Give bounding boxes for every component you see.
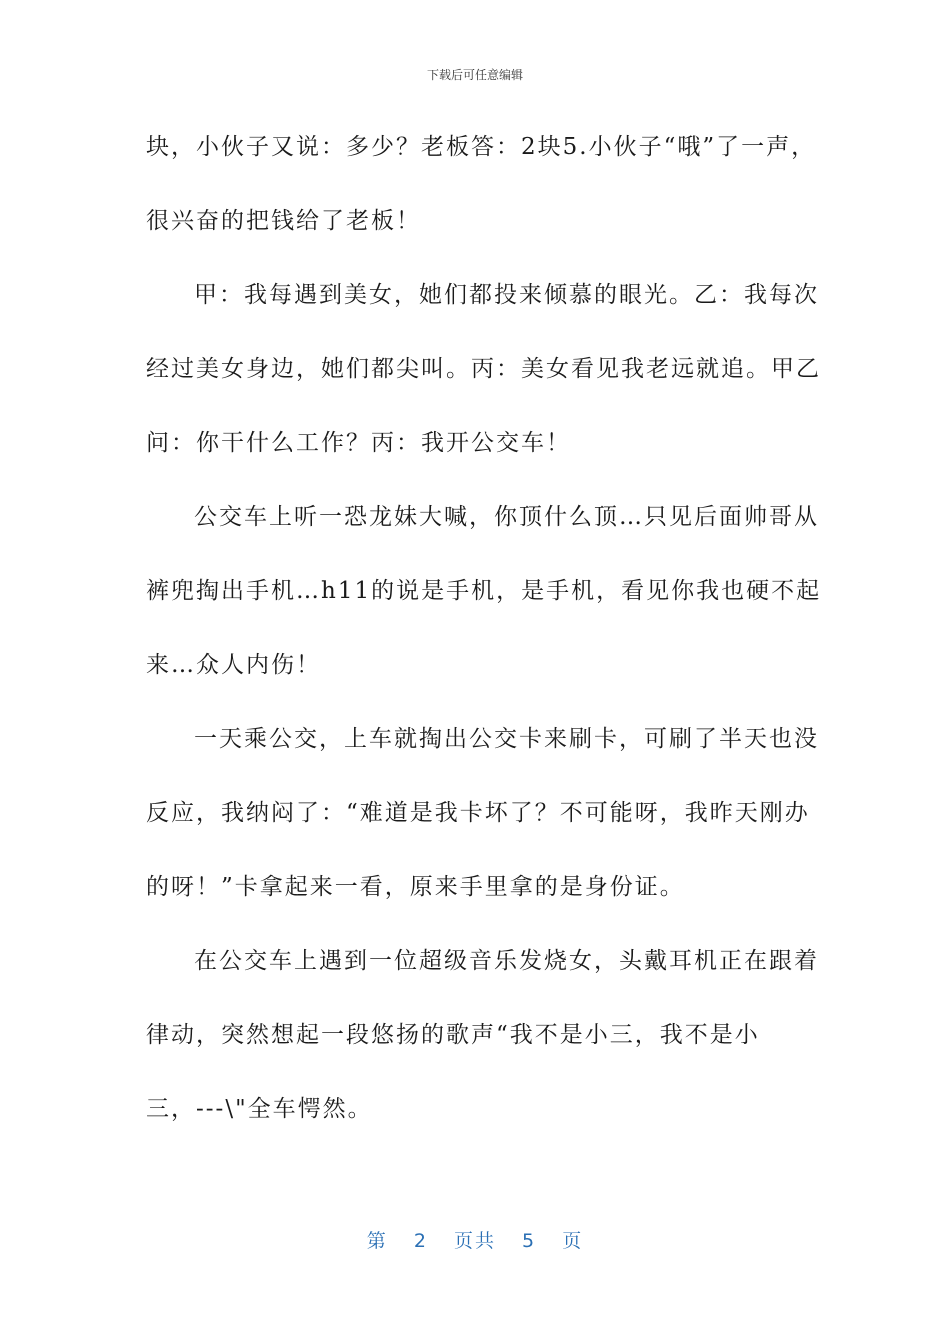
text-line: 律动，突然想起一段悠扬的歌声“我不是小三，我不是小 <box>146 1022 760 1048</box>
paragraph-start-line: 一天乘公交，上车就掏出公交卡来刷卡，可刷了半天也没 <box>194 726 819 752</box>
current-page-number: 2 <box>413 1230 428 1252</box>
paragraph-start-line: 公交车上听一恐龙妹大喊，你顶什么顶…只见后面帅哥从 <box>194 504 819 530</box>
footer-suffix: 页 <box>562 1230 584 1252</box>
page-header <box>0 66 950 83</box>
text-line: 来…众人内伤！ <box>146 652 321 678</box>
text-line: 块，小伙子又说：多少？老板答：2块5.小伙子“哦”了一声， <box>146 134 817 160</box>
paragraph-start-line: 在公交车上遇到一位超级音乐发烧女，头戴耳机正在跟着 <box>194 948 819 974</box>
text-line: 很兴奋的把钱给了老板！ <box>146 208 421 234</box>
total-pages-number: 5 <box>522 1230 537 1252</box>
paragraph-start-line: 甲：我每遇到美女，她们都投来倾慕的眼光。乙：我每次 <box>194 282 819 308</box>
text-line: 的呀！”卡拿起来一看，原来手里拿的是身份证。 <box>146 874 685 900</box>
text-line: 反应，我纳闷了：“难道是我卡坏了？不可能呀，我昨天刚办 <box>146 800 810 826</box>
page-footer <box>0 1226 950 1253</box>
document-body <box>146 110 826 1146</box>
header-text: 下载后可任意编辑 <box>426 68 523 82</box>
text-line: 三，---\"全车愕然。 <box>146 1096 373 1122</box>
text-line: 经过美女身边，她们都尖叫。丙：美女看见我老远就追。甲乙 <box>146 356 821 382</box>
footer-prefix: 第 <box>366 1230 388 1252</box>
text-line: 问：你干什么工作？丙：我开公交车！ <box>146 430 571 456</box>
text-line: 裤兜掏出手机…h11的说是手机，是手机，看见你我也硬不起 <box>146 578 822 604</box>
footer-middle: 页共 <box>453 1230 496 1252</box>
